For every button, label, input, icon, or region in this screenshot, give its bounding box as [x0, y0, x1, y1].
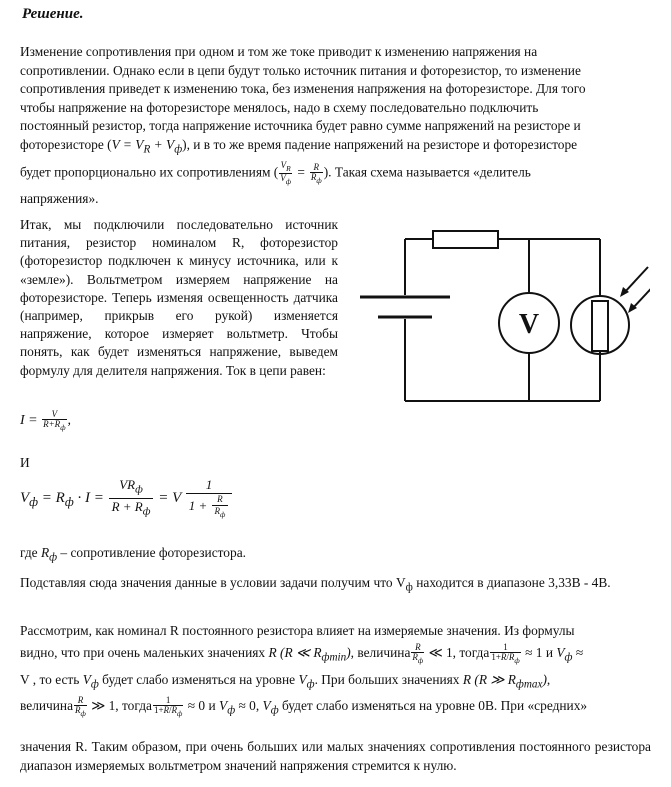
text-line: Изменение сопротивления при одном и том же токе приводит к изменению напряжения на — [20, 44, 538, 59]
paragraph-where: где $R_ф$ – сопротивление фоторезистора. — [20, 545, 246, 564]
text-line: фоторезисторе $(V = V_R + V_ф)$, и в то же время падение напряжений на резисторе и фоторезисторе — [20, 136, 578, 156]
formula-ratio: $\frac{V_R}{V_ф}$ — [280, 160, 292, 186]
voltmeter-label: V — [518, 309, 540, 340]
text-line: сопротивления приведет к изменению тока, без изменения напряжения на фоторезисторе. Для того — [20, 81, 586, 97]
solution-title: Решение. — [22, 6, 84, 22]
formula-ratio-r: $\frac{R}{R_ф}$ — [310, 161, 322, 185]
paragraph-analysis — [20, 622, 651, 720]
text-line: напряжения». — [20, 190, 99, 206]
paragraph-conclusion: значения R. Таким образом, при очень больших или малых значениях сопротивления постоянного резистора диапазон измеряемых вольтметром значений напряжения стремится к нулю. — [20, 739, 651, 773]
paragraph-substitution: Подставляя сюда значения данные в условии задачи получим что $V_ф$ находится в диапазоне 3,33В - 4В. — [20, 575, 611, 594]
voltage-divider-circuit — [350, 217, 650, 407]
paragraph-circuit-description: Итак, мы подключили последовательно источник питания, резистор номиналом R, фоторезистор (фоторезистор подключен к минусу источника, или к «земле»). Вольтметром измеряем напряжение на фоторезисторе. Теперь изменяя освещенность датчика (например, прикрыв его рукой) изменяется напряжение, которое измеряет вольтметр. Чтобы понять, как будет изменяться напряжение, выведем формулу для делителя напряжения. Ток в цепи равен: — [20, 217, 338, 378]
text-line: V , то есть $V_ф$ будет слабо изменяться на уровне $V_ф$. При больших значениях R (R ≫ $R_{фmax}$), — [20, 671, 551, 691]
text-line: видно, что при очень маленьких значениях R (R ≪ $R_{фmin}$), величина $\frac{R}{R_ф}$ ≪ 1, тогда $\frac{1}{1+R/R_ф}$ ≈ 1 и $V_ф$ ≈ — [20, 641, 584, 665]
text-line: величина $\frac{R}{R_ф}$ ≫ 1, тогда $\frac{1}{1+R/R_ф}$ ≈ 0 и $V_ф \approx 0$, $V_ф$ будет слабо изменяться на уровне 0В. При «средних» — [20, 695, 588, 718]
resistor-symbol — [433, 231, 498, 248]
formula-voltage-sum: $V = V_R + V_ф$ — [111, 136, 183, 156]
text-line: постоянный резистор, тогда напряжение источника будет равно сумме напряжений на резисторе и — [20, 118, 581, 134]
text-line: Рассмотрим, как номинал R постоянного резистора влияет на измеряемые значения. Из формулы — [20, 623, 575, 638]
paragraph-intro — [20, 43, 651, 208]
text-line: сопротивлении. Однако если в цепи будут только источник питания и фоторезистор, то изменение — [20, 62, 581, 78]
text-line: чтобы напряжение на фоторезисторе менялось, надо в схему последовательно подключить — [20, 99, 539, 115]
formula-photoresistor-voltage: $V_ф = R_ф \cdot I$ = $\frac{VR_ф}{R + R_ф}$ = V 1 1 + $\frac{R}{R_ф}$ — [20, 478, 233, 519]
paragraph-and: И — [20, 455, 30, 470]
text-line: будет пропорционально их сопротивлениям ( $\frac{V_R}{V_ф}$ = $\frac{R}{R_ф}$ ). Такая схема называется «делитель — [20, 160, 531, 186]
formula-current: I = $\frac{V}{R+R_ф}$ , — [20, 409, 72, 432]
